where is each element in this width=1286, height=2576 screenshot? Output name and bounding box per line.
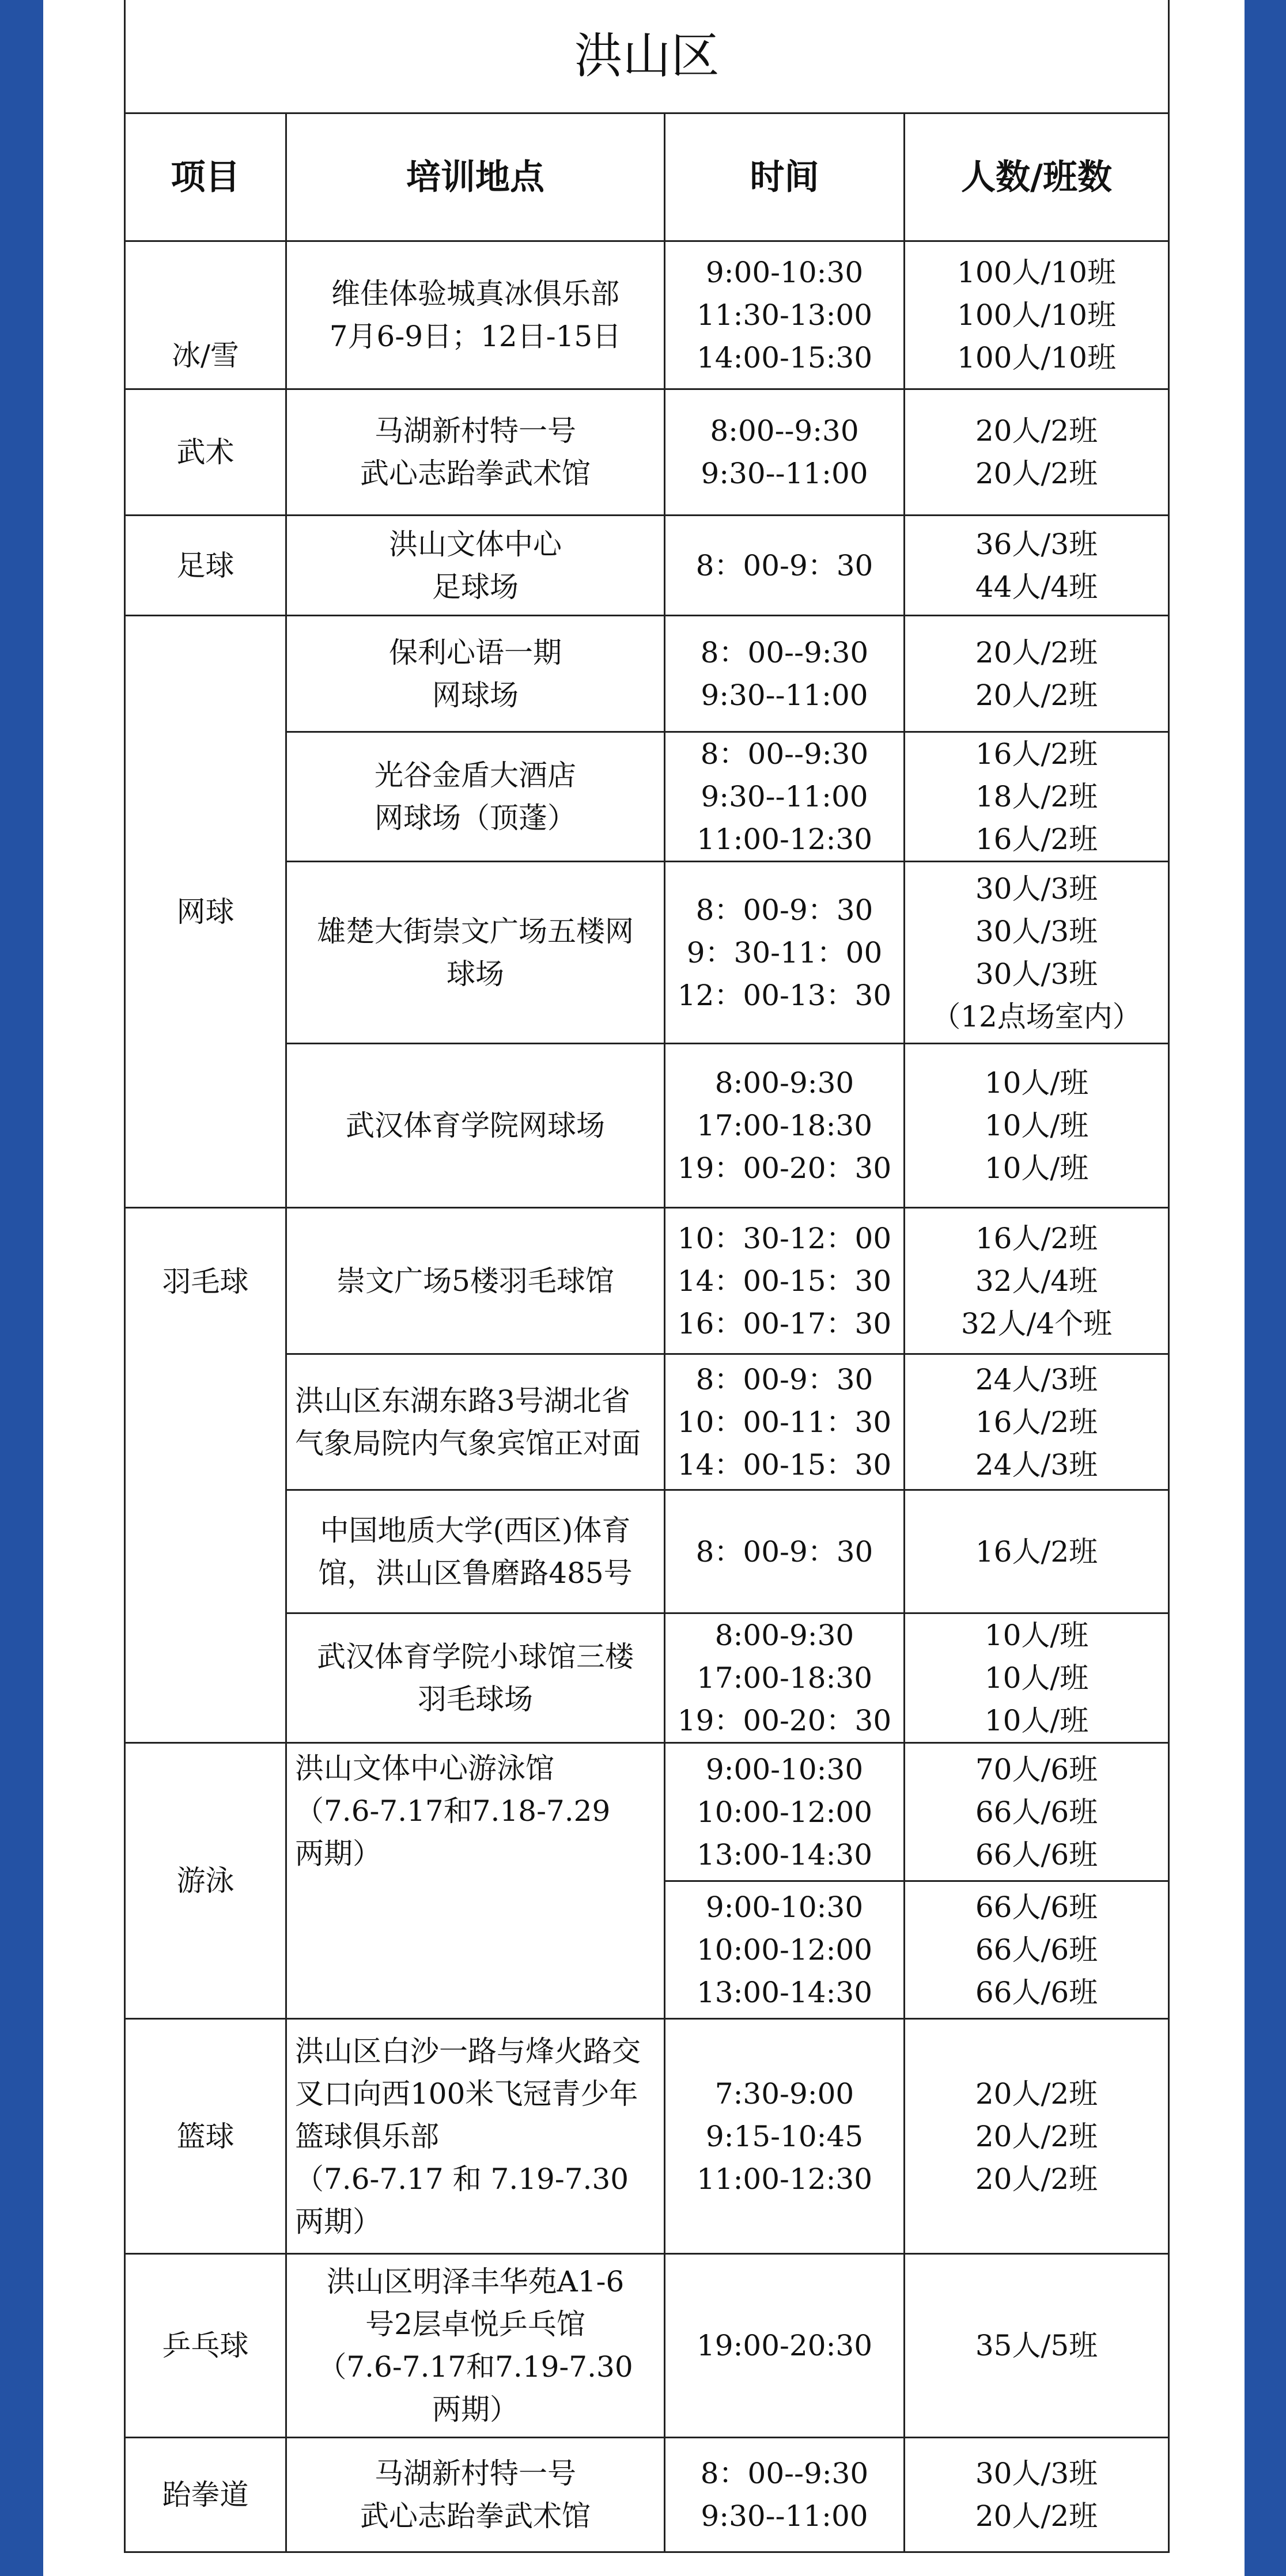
training-schedule-table xyxy=(124,0,1170,2553)
time-cell: 9:00-10:30 10:00-12:00 13:00-14:30 xyxy=(665,1743,905,1881)
count-cell: 20人/2班 20人/2班 20人/2班 xyxy=(905,2019,1169,2254)
district-title: 洪山区 xyxy=(125,0,1169,113)
table-row xyxy=(125,516,1169,616)
count-cell: 24人/3班 16人/2班 24人/3班 xyxy=(905,1354,1169,1490)
right-blue-border xyxy=(1245,0,1286,2576)
location-cell: 马湖新村特一号 武心志跆拳武术馆 xyxy=(286,389,665,516)
count-cell: 16人/2班 32人/4班 32人/4个班 xyxy=(905,1208,1169,1354)
left-blue-border xyxy=(0,0,43,2576)
time-cell: 19:00-20:30 xyxy=(665,2254,905,2438)
time-cell: 8：00-9：30 9：30-11：00 12：00-13：30 xyxy=(665,862,905,1044)
location-cell: 洪山文体中心游泳馆 （7.6-7.17和7.18-7.29 两期） xyxy=(286,1743,665,2019)
header-time: 时间 xyxy=(665,113,905,241)
count-cell: 10人/班 10人/班 10人/班 xyxy=(905,1613,1169,1743)
category-cell: 乒乓球 xyxy=(125,2254,286,2438)
category-cell: 游泳 xyxy=(125,1743,286,2019)
header-location: 培训地点 xyxy=(286,113,665,241)
count-cell: 66人/6班 66人/6班 66人/6班 xyxy=(905,1881,1169,2019)
time-cell: 10：30-12：00 14：00-15：30 16：00-17：30 xyxy=(665,1208,905,1354)
header-project: 项目 xyxy=(125,113,286,241)
table-row xyxy=(125,2438,1169,2552)
table-row xyxy=(125,1208,1169,1354)
count-cell: 10人/班 10人/班 10人/班 xyxy=(905,1044,1169,1208)
table-row xyxy=(125,241,1169,389)
header-count: 人数/班数 xyxy=(905,113,1169,241)
location-cell: 中国地质大学(西区)体育馆，洪山区鲁磨路485号 xyxy=(286,1490,665,1613)
count-cell: 30人/3班 30人/3班 30人/3班 （12点场室内） xyxy=(905,862,1169,1044)
time-cell: 8：00--9:30 9:30--11:00 11:00-12:30 xyxy=(665,732,905,862)
time-cell: 9:00-10:30 11:30-13:00 14:00-15:30 xyxy=(665,241,905,389)
table-row xyxy=(125,389,1169,516)
location-cell: 雄楚大街崇文广场五楼网 球场 xyxy=(286,862,665,1044)
location-cell: 洪山区白沙一路与烽火路交叉口向西100米飞冠青少年篮球俱乐部 （7.6-7.17 和 7.19-7.30 两期） xyxy=(286,2019,665,2254)
location-cell: 维佳体验城真冰俱乐部 7月6-9日；12日-15日 xyxy=(286,241,665,389)
location-cell: 武汉体育学院小球馆三楼 羽毛球场 xyxy=(286,1613,665,1743)
location-cell: 武汉体育学院网球场 xyxy=(286,1044,665,1208)
category-cell: 羽毛球 xyxy=(125,1208,286,1743)
time-cell: 8：00-9：30 xyxy=(665,1490,905,1613)
table-row xyxy=(125,616,1169,732)
location-cell: 洪山区东湖东路3号湖北省气象局院内气象宾馆正对面 xyxy=(286,1354,665,1490)
table-row xyxy=(125,1743,1169,1881)
table-row xyxy=(125,2019,1169,2254)
time-cell: 9:00-10:30 10:00-12:00 13:00-14:30 xyxy=(665,1881,905,2019)
location-cell: 崇文广场5楼羽毛球馆 xyxy=(286,1208,665,1354)
category-cell: 篮球 xyxy=(125,2019,286,2254)
table-row xyxy=(125,2254,1169,2438)
time-cell: 8：00--9:30 9:30--11:00 xyxy=(665,616,905,732)
category-cell: 跆拳道 xyxy=(125,2438,286,2552)
location-cell: 光谷金盾大酒店 网球场（顶蓬） xyxy=(286,732,665,862)
time-cell: 7:30-9:00 9:15-10:45 11:00-12:30 xyxy=(665,2019,905,2254)
category-cell: 冰/雪 xyxy=(125,241,286,389)
location-cell: 洪山文体中心 足球场 xyxy=(286,516,665,616)
location-cell: 洪山区明泽丰华苑A1-6 号2层卓悦乒乓馆 （7.6-7.17和7.19-7.30 两期） xyxy=(286,2254,665,2438)
title-row xyxy=(125,0,1169,113)
count-cell: 100人/10班 100人/10班 100人/10班 xyxy=(905,241,1169,389)
count-cell: 20人/2班 20人/2班 xyxy=(905,389,1169,516)
count-cell: 36人/3班 44人/4班 xyxy=(905,516,1169,616)
count-cell: 20人/2班 20人/2班 xyxy=(905,616,1169,732)
count-cell: 16人/2班 xyxy=(905,1490,1169,1613)
count-cell: 30人/3班 20人/2班 xyxy=(905,2438,1169,2552)
time-cell: 8:00-9:30 17:00-18:30 19：00-20：30 xyxy=(665,1044,905,1208)
time-cell: 8:00-9:30 17:00-18:30 19：00-20：30 xyxy=(665,1613,905,1743)
category-cell: 足球 xyxy=(125,516,286,616)
header-row xyxy=(125,113,1169,241)
location-cell: 保利心语一期 网球场 xyxy=(286,616,665,732)
time-cell: 8：00-9：30 10：00-11：30 14：00-15：30 xyxy=(665,1354,905,1490)
time-cell: 8：00--9:30 9:30--11:00 xyxy=(665,2438,905,2552)
count-cell: 70人/6班 66人/6班 66人/6班 xyxy=(905,1743,1169,1881)
count-cell: 16人/2班 18人/2班 16人/2班 xyxy=(905,732,1169,862)
category-cell: 网球 xyxy=(125,616,286,1208)
location-cell: 马湖新村特一号 武心志跆拳武术馆 xyxy=(286,2438,665,2552)
time-cell: 8：00-9：30 xyxy=(665,516,905,616)
count-cell: 35人/5班 xyxy=(905,2254,1169,2438)
category-cell: 武术 xyxy=(125,389,286,516)
time-cell: 8:00--9:30 9:30--11:00 xyxy=(665,389,905,516)
